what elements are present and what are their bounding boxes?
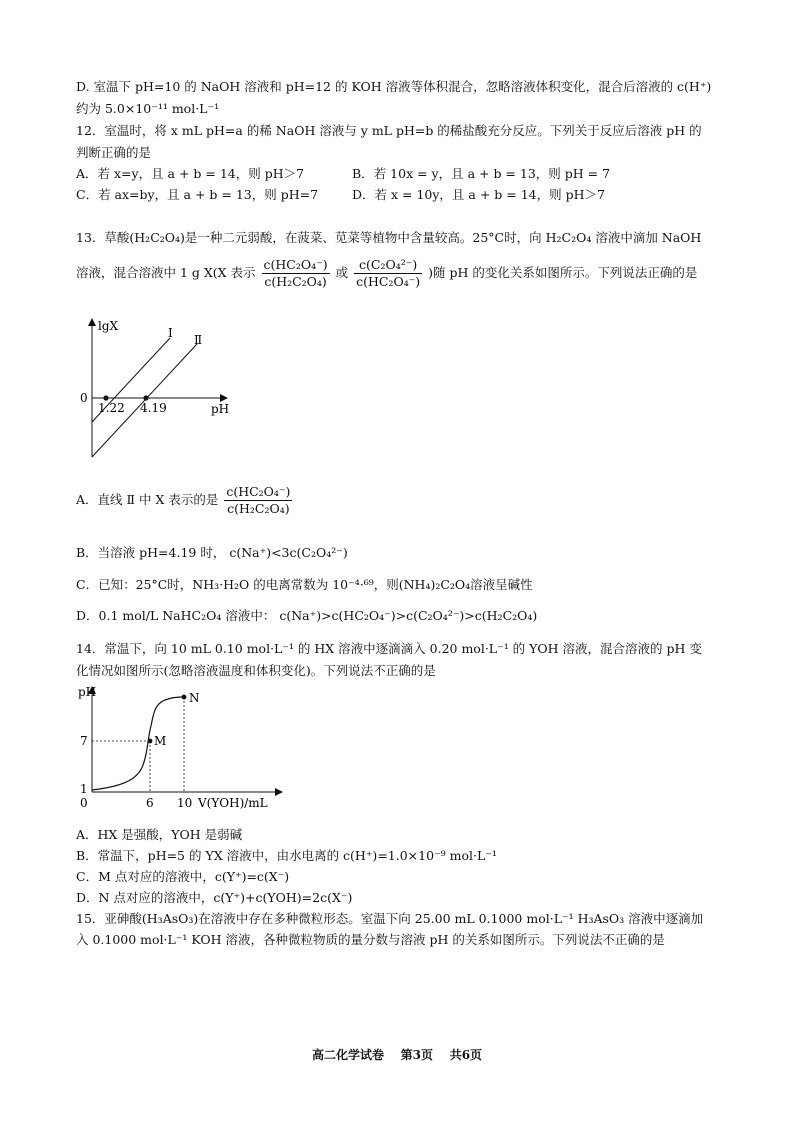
q11-option-d-line2: 约为 5.0×10⁻¹¹ mol·L⁻¹: [76, 101, 220, 116]
q12-stem-line1: 12．室温时，将 x mL pH=a 的稀 NaOH 溶液与 y mL pH=b 的稀盐酸充分反应。下列关于反应后溶液 pH 的: [76, 123, 702, 138]
q13-option-d-text: D．0.1 mol/L NaHC₂O₄ 溶液中：: [76, 608, 276, 623]
q13-fraction-2-numerator: c(C₂O₄²⁻): [354, 257, 422, 274]
q14-point-n-label: N: [189, 691, 200, 705]
q13-stem-text-a: 溶液，混合溶液中 1 g X(X 表示: [76, 265, 256, 280]
q13-fraction-1-denominator: c(H₂C₂O₄): [264, 274, 327, 289]
q13-option-a-text: A．直线 Ⅱ 中 X 表示的是: [76, 492, 219, 507]
q13-point-4-19: [143, 395, 148, 400]
q12-option-b: B．若 10x = y，且 a + b = 13，则 pH = 7: [352, 166, 611, 181]
q13-point-1-22: [103, 395, 108, 400]
q12-option-c: C．若 ax=by，且 a + b = 13，则 pH=7: [76, 187, 319, 202]
q12-option-a: A．若 x=y，且 a + b = 14，则 pH＞7: [76, 166, 305, 181]
q13-option-b-expression: c(Na⁺)<3c(C₂O₄²⁻): [229, 545, 348, 560]
q14-stem-line1: 14．常温下，向 10 mL 0.10 mol·L⁻¹ 的 HX 溶液中逐滴滴入 0.20 mol·L⁻¹ 的 YOH 溶液，混合溶液的 pH 变: [76, 641, 702, 656]
q14-point-m-label: M: [154, 734, 167, 748]
q14-y-tick-7: 7: [80, 734, 88, 748]
q15-stem-line1: 15．亚砷酸(H₃AsO₃)在溶液中存在多种微粒形态。室温下向 25.00 mL 0.1000 mol·L⁻¹ H₃AsO₃ 溶液中逐滴加: [76, 911, 704, 926]
q14-y-axis-label: pH: [78, 685, 97, 699]
q13-option-c: C．已知：25°C时，NH₃·H₂O 的电离常数为 10⁻⁴·⁶⁹，则(NH₄)₂C₂O₄溶液呈碱性: [76, 577, 533, 592]
q13-fraction-2: [354, 257, 422, 290]
q14-x-tick-10: 10: [177, 796, 193, 810]
q11-option-d-line1: D. 室温下 pH=10 的 NaOH 溶液和 pH=12 的 KOH 溶液等体积混合，忽略溶液体积变化，混合后溶液的 c(H⁺): [76, 79, 712, 94]
q13-option-a-fraction: [224, 484, 292, 517]
q13-fraction-2-denominator: c(HC₂O₄⁻): [356, 274, 421, 289]
q13-option-b-text: B．当溶液 pH=4.19 时，: [76, 545, 226, 560]
q13-option-a-numerator: c(HC₂O₄⁻): [226, 484, 291, 499]
q14-x-tick-6: 6: [146, 796, 154, 810]
q13-tick-1-22: 1.22: [98, 401, 125, 415]
q14-stem-line2: 化情况如图所示(忽略溶液温度和体积变化)。下列说法不正确的是: [76, 663, 436, 678]
q14-option-a: A．HX 是强酸，YOH 是弱碱: [76, 827, 243, 842]
q14-x-axis-label: V(YOH)/mL: [198, 796, 268, 810]
q13-option-d: [76, 607, 537, 625]
q14-option-d: D．N 点对应的溶液中，c(Y⁺)+c(YOH)=2c(X⁻): [76, 890, 353, 905]
q14-ph-titration-chart: [76, 682, 286, 824]
q13-stem-text-b: )随 pH 的变化关系如图所示。下列说法正确的是: [428, 265, 698, 280]
q13-y-axis-label: lgX: [98, 319, 119, 333]
q13-fraction-1-numerator: c(HC₂O₄⁻): [263, 257, 328, 272]
q14-origin-label: 0: [80, 796, 88, 810]
q14-point-n: [182, 695, 187, 700]
q13-line-i-label: I: [168, 326, 173, 340]
q13-stem-line1: 13．草酸(H₂C₂O₄)是一种二元弱酸，在菠菜、苋菜等植物中含量较高。25°C时，向 H₂C₂O₄ 溶液中滴加 NaOH: [76, 230, 702, 245]
q13-or-text: 或: [335, 265, 349, 280]
q13-fraction-1: [262, 257, 330, 290]
q13-x-axis-label: pH: [211, 402, 230, 416]
page-footer: 高二化学试卷 第3页 共6页: [311, 1048, 483, 1062]
q13-stem-line2: [76, 255, 697, 291]
q14-option-b: B．常温下，pH=5 的 YX 溶液中，由水电离的 c(H⁺)=1.0×10⁻⁹ mol·L⁻¹: [76, 848, 497, 863]
q12-option-d: D．若 x = 10y，且 a + b = 14，则 pH＞7: [352, 187, 605, 202]
q13-option-b: [76, 544, 348, 562]
q14-point-m: [148, 739, 153, 744]
q13-option-a-denominator: c(H₂C₂O₄): [227, 501, 290, 516]
q13-option-a: [76, 482, 294, 518]
q13-origin-label: 0: [80, 391, 88, 405]
q13-option-d-expression: c(Na⁺)>c(HC₂O₄⁻)>c(C₂O₄²⁻)>c(H₂C₂O₄): [279, 608, 538, 623]
q12-stem-line2: 判断正确的是: [76, 145, 152, 160]
q13-line-ii-label: Ⅱ: [194, 333, 203, 347]
q13-tick-4-19: 4.19: [140, 401, 167, 415]
q13-lgx-ph-chart: [76, 312, 246, 462]
q15-stem-line2: 入 0.1000 mol·L⁻¹ KOH 溶液，各种微粒物质的量分数与溶液 pH 的关系如图所示。下列说法不正确的是: [76, 932, 665, 947]
q14-option-c: C．M 点对应的溶液中，c(Y⁺)=c(X⁻): [76, 869, 290, 884]
q14-ph-curve: [92, 697, 184, 790]
q14-y-tick-1: 1: [80, 782, 88, 796]
